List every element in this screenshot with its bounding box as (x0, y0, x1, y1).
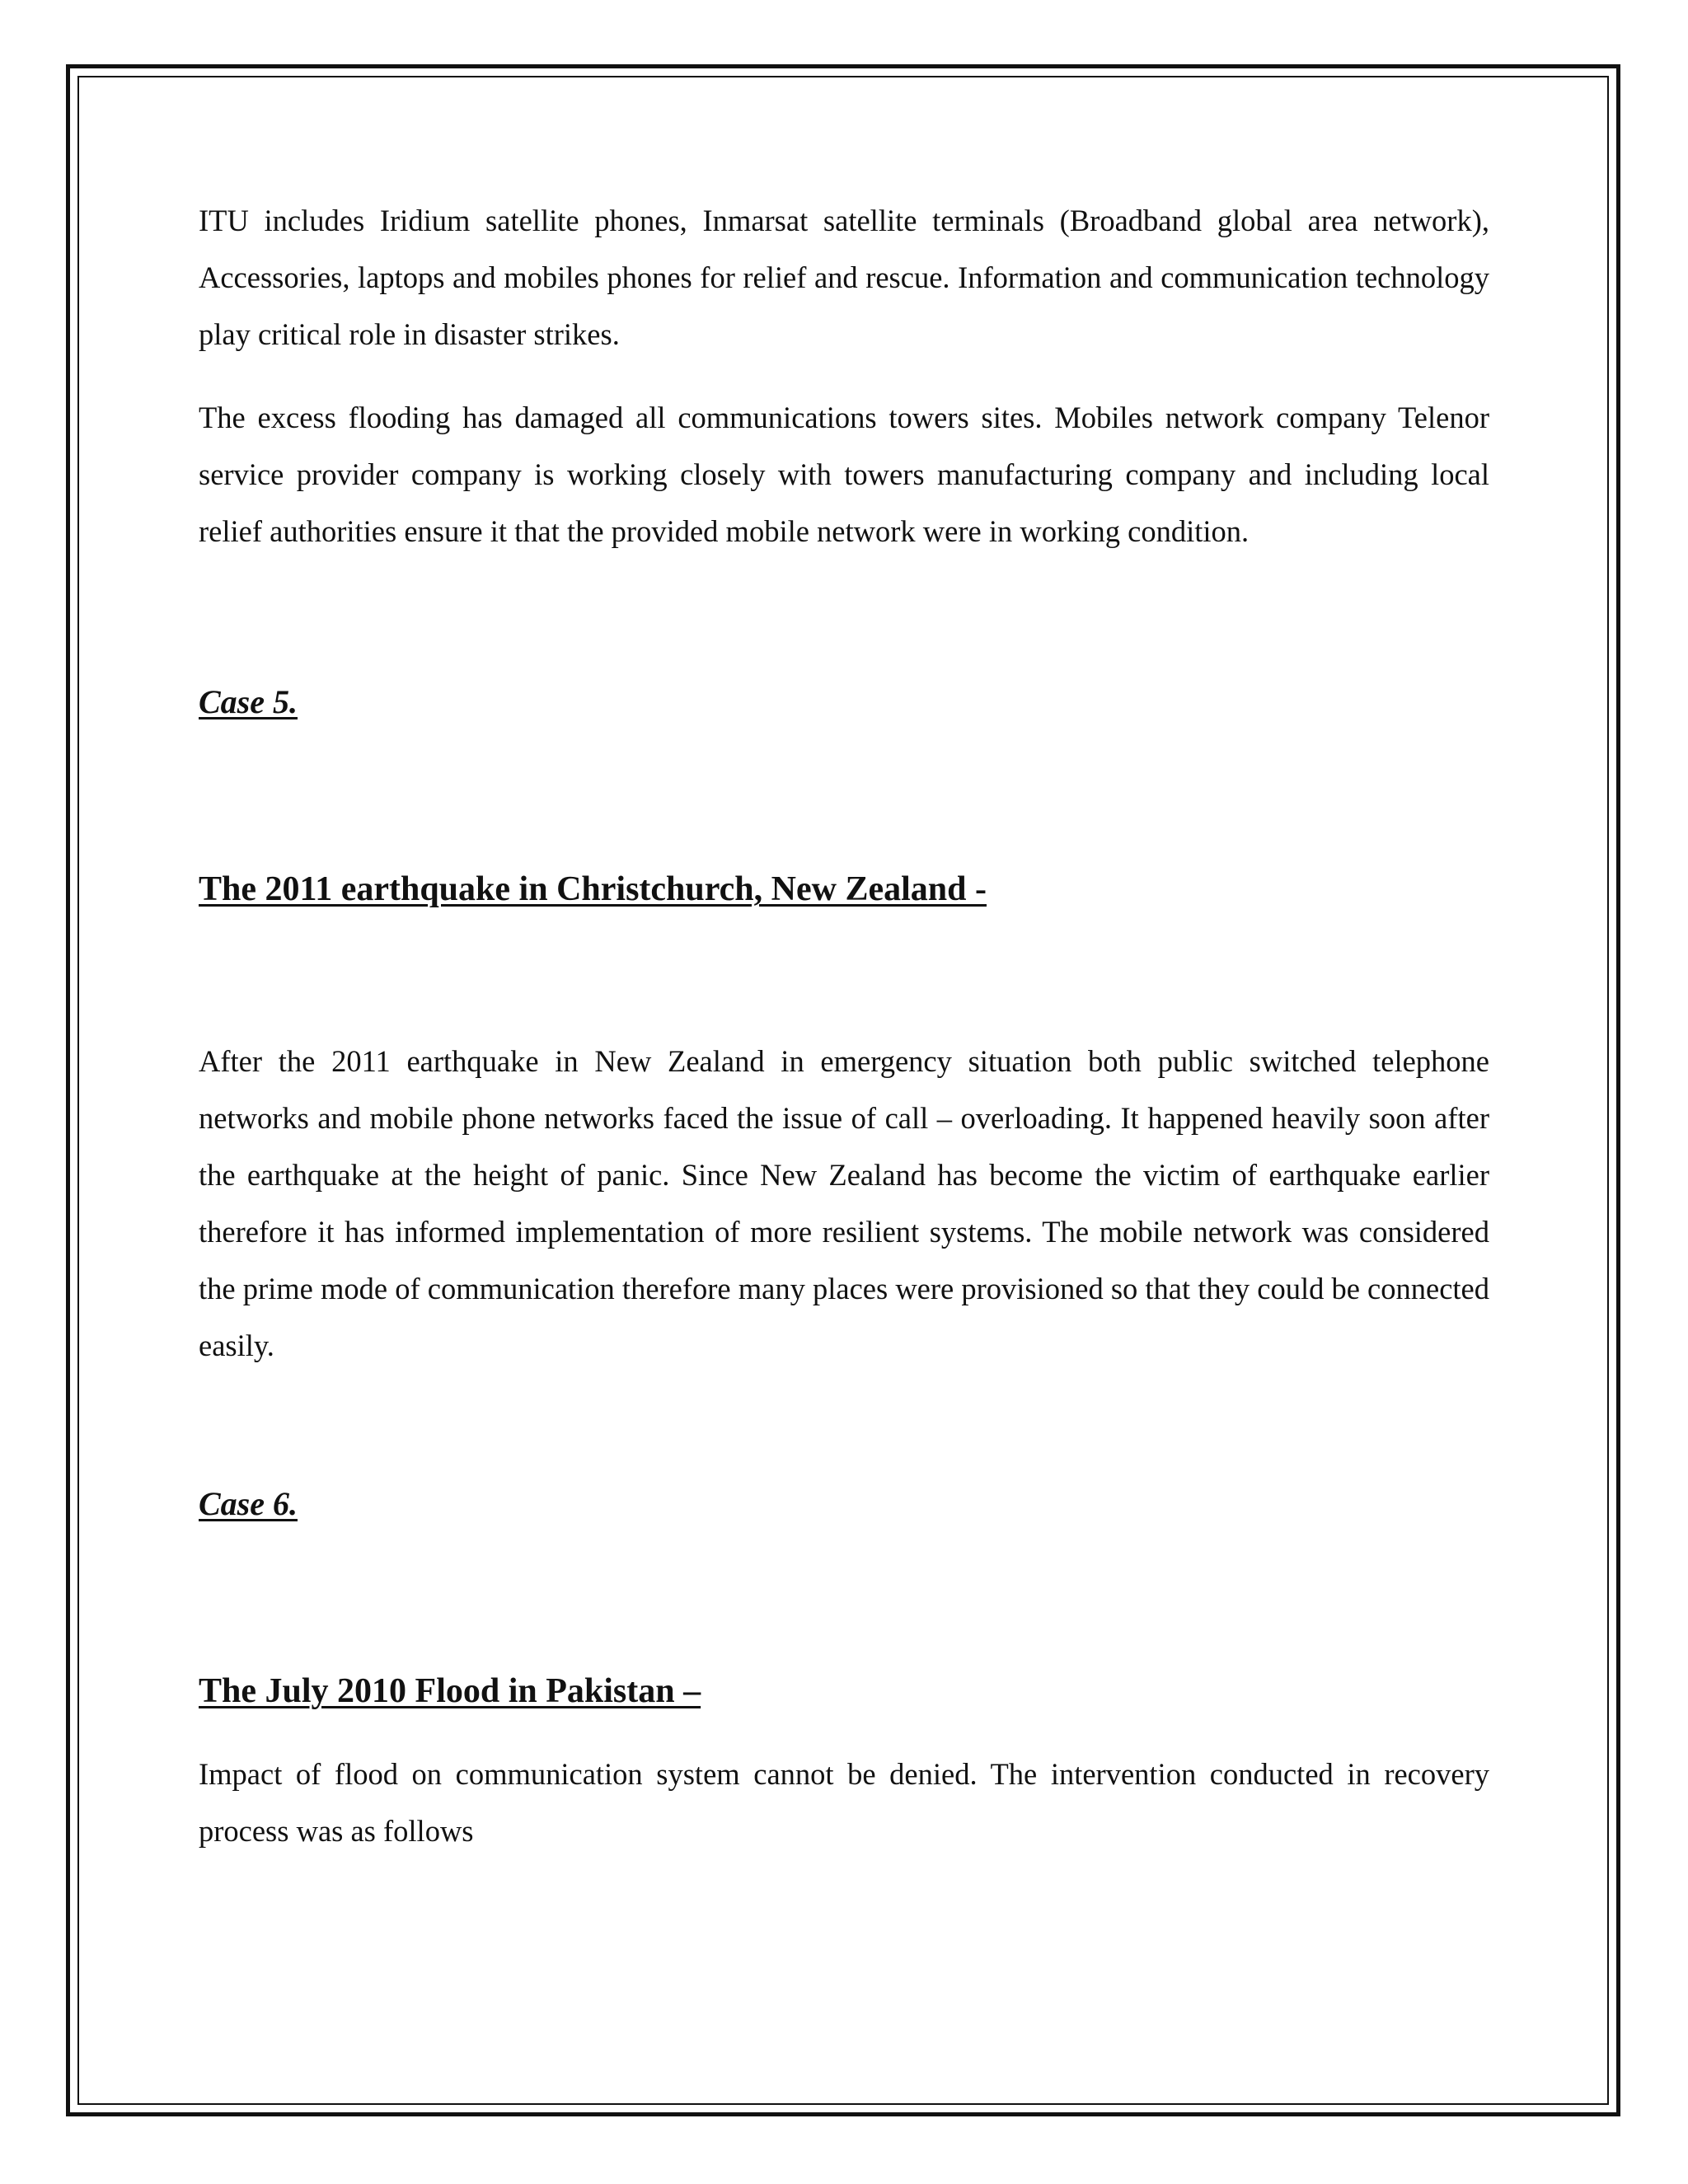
paragraph-new-zealand-earthquake: After the 2011 earthquake in New Zealand in emergency situation both public switched telephone networks and mobile phone networks faced the issue of call – overloading. It happened heavily soon after the earthquake at the height of panic. Since New Zealand has become the victim of earthquake earlier therefore it has informed implementation of more resilient systems. The mobile network was considered the prime mode of communication therefore many places were provisioned so that they could be connected easily. (199, 1044, 1489, 1362)
paragraph-itu-equipment: ITU includes Iridium satellite phones, Inmarsat satellite terminals (Broadband global area network), Accessories, laptops and mobiles phones for relief and rescue. Information and communication technology play critical role in disaster strikes. (199, 204, 1489, 351)
case-5-title: The 2011 earthquake in Christchurch, New Zealand - (199, 870, 987, 908)
case-5-label: Case 5. (199, 683, 298, 720)
paragraph-pakistan-flood: Impact of flood on communication system cannot be denied. The intervention conducted in recovery process was as follows (199, 1757, 1489, 1848)
paragraph-telenor-network: The excess flooding has damaged all communications towers sites. Mobiles network company Telenor service provider company is working closely with towers manufacturing company and including local relief authorities ensure it that the provided mobile network were in working condition. (199, 401, 1489, 548)
case-6-title: The July 2010 Flood in Pakistan – (199, 1672, 701, 1710)
document-body (199, 192, 1489, 1859)
case-6-label: Case 6. (199, 1485, 298, 1522)
